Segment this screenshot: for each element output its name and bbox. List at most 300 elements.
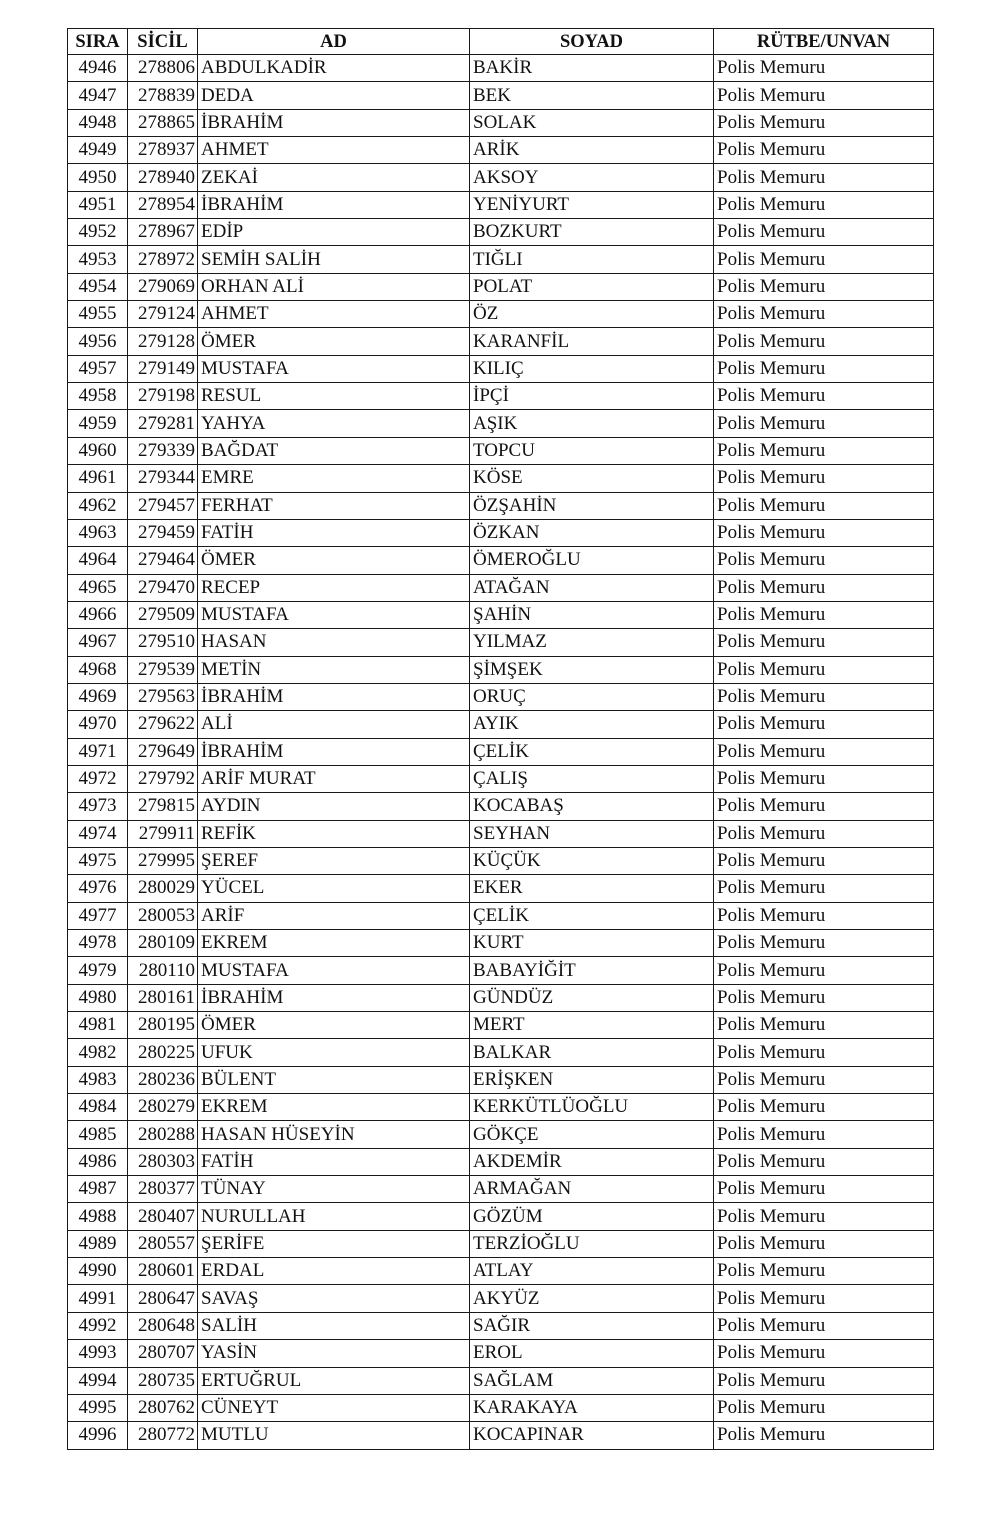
table-row (68, 1176, 934, 1203)
cell-sicil: 280109 (128, 930, 198, 957)
cell-soyad: TERZİOĞLU (470, 1230, 714, 1257)
cell-sicil: 280288 (128, 1121, 198, 1148)
cell-rutbe-unvan: Polis Memuru (714, 164, 934, 191)
cell-rutbe-unvan: Polis Memuru (714, 328, 934, 355)
table-header-row (68, 29, 934, 55)
cell-sicil: 279464 (128, 547, 198, 574)
cell-sira: 4966 (68, 601, 128, 628)
cell-soyad: KARANFİL (470, 328, 714, 355)
cell-soyad: KERKÜTLÜOĞLU (470, 1094, 714, 1121)
cell-sira: 4992 (68, 1312, 128, 1339)
table-row (68, 1258, 934, 1285)
cell-sicil: 278954 (128, 191, 198, 218)
cell-ad: HASAN HÜSEYİN (198, 1121, 470, 1148)
cell-sicil: 279995 (128, 847, 198, 874)
cell-ad: MUSTAFA (198, 601, 470, 628)
column-header-soyad: SOYAD (470, 29, 714, 55)
cell-ad: ÖMER (198, 547, 470, 574)
cell-sira: 4971 (68, 738, 128, 765)
cell-sicil: 278972 (128, 246, 198, 273)
table-row (68, 765, 934, 792)
cell-sira: 4961 (68, 465, 128, 492)
table-row (68, 437, 934, 464)
cell-rutbe-unvan: Polis Memuru (714, 574, 934, 601)
cell-sicil: 279911 (128, 820, 198, 847)
cell-sicil: 280557 (128, 1230, 198, 1257)
cell-ad: DEDA (198, 82, 470, 109)
cell-ad: ABDULKADİR (198, 55, 470, 82)
cell-sicil: 278937 (128, 137, 198, 164)
cell-ad: FATİH (198, 519, 470, 546)
cell-sicil: 279128 (128, 328, 198, 355)
cell-sira: 4947 (68, 82, 128, 109)
cell-ad: BÜLENT (198, 1066, 470, 1093)
cell-rutbe-unvan: Polis Memuru (714, 1121, 934, 1148)
cell-ad: EKREM (198, 930, 470, 957)
cell-sira: 4962 (68, 492, 128, 519)
cell-sira: 4946 (68, 55, 128, 82)
table-row (68, 984, 934, 1011)
cell-rutbe-unvan: Polis Memuru (714, 109, 934, 136)
cell-sira: 4957 (68, 355, 128, 382)
cell-sicil: 280647 (128, 1285, 198, 1312)
table-row (68, 273, 934, 300)
cell-ad: İBRAHİM (198, 109, 470, 136)
cell-sira: 4989 (68, 1230, 128, 1257)
table-row (68, 930, 934, 957)
cell-sicil: 280601 (128, 1258, 198, 1285)
cell-rutbe-unvan: Polis Memuru (714, 137, 934, 164)
cell-ad: SAVAŞ (198, 1285, 470, 1312)
cell-soyad: ARİK (470, 137, 714, 164)
table-row (68, 711, 934, 738)
cell-rutbe-unvan: Polis Memuru (714, 55, 934, 82)
cell-sira: 4968 (68, 656, 128, 683)
table-row (68, 1367, 934, 1394)
cell-ad: YAHYA (198, 410, 470, 437)
cell-sicil: 278865 (128, 109, 198, 136)
cell-sicil: 280029 (128, 875, 198, 902)
table-row (68, 1203, 934, 1230)
cell-soyad: YENİYURT (470, 191, 714, 218)
cell-rutbe-unvan: Polis Memuru (714, 738, 934, 765)
cell-sira: 4982 (68, 1039, 128, 1066)
cell-sira: 4980 (68, 984, 128, 1011)
table-row (68, 164, 934, 191)
cell-rutbe-unvan: Polis Memuru (714, 191, 934, 218)
cell-soyad: GÜNDÜZ (470, 984, 714, 1011)
cell-soyad: KOCABAŞ (470, 793, 714, 820)
cell-sicil: 280762 (128, 1394, 198, 1421)
table-row (68, 738, 934, 765)
cell-ad: MUTLU (198, 1422, 470, 1449)
cell-ad: RECEP (198, 574, 470, 601)
cell-sira: 4996 (68, 1422, 128, 1449)
cell-soyad: MERT (470, 1012, 714, 1039)
cell-sicil: 280161 (128, 984, 198, 1011)
table-row (68, 1039, 934, 1066)
cell-sira: 4995 (68, 1394, 128, 1421)
cell-soyad: EKER (470, 875, 714, 902)
table-row (68, 410, 934, 437)
cell-ad: İBRAHİM (198, 191, 470, 218)
table-row (68, 137, 934, 164)
cell-soyad: SAĞLAM (470, 1367, 714, 1394)
cell-sicil: 279815 (128, 793, 198, 820)
cell-sicil: 280772 (128, 1422, 198, 1449)
cell-ad: REFİK (198, 820, 470, 847)
cell-ad: NURULLAH (198, 1203, 470, 1230)
cell-ad: ŞEREF (198, 847, 470, 874)
table-row (68, 683, 934, 710)
cell-sira: 4954 (68, 273, 128, 300)
table-row (68, 1094, 934, 1121)
table-row (68, 793, 934, 820)
cell-sicil: 279069 (128, 273, 198, 300)
table-row (68, 465, 934, 492)
cell-rutbe-unvan: Polis Memuru (714, 1039, 934, 1066)
table-row (68, 1066, 934, 1093)
personnel-table (67, 28, 934, 1450)
table-row (68, 547, 934, 574)
cell-soyad: İPÇİ (470, 383, 714, 410)
cell-rutbe-unvan: Polis Memuru (714, 656, 934, 683)
cell-soyad: KARAKAYA (470, 1394, 714, 1421)
cell-sicil: 278940 (128, 164, 198, 191)
cell-soyad: ORUÇ (470, 683, 714, 710)
cell-soyad: ÖZKAN (470, 519, 714, 546)
table-row (68, 1012, 934, 1039)
cell-sira: 4979 (68, 957, 128, 984)
cell-ad: EDİP (198, 219, 470, 246)
cell-ad: MUSTAFA (198, 957, 470, 984)
cell-ad: FATİH (198, 1148, 470, 1175)
cell-rutbe-unvan: Polis Memuru (714, 765, 934, 792)
cell-rutbe-unvan: Polis Memuru (714, 437, 934, 464)
cell-sira: 4967 (68, 629, 128, 656)
table-row (68, 1285, 934, 1312)
cell-rutbe-unvan: Polis Memuru (714, 1230, 934, 1257)
personnel-list-sheet (67, 28, 933, 1450)
cell-sira: 4948 (68, 109, 128, 136)
cell-ad: MUSTAFA (198, 355, 470, 382)
cell-rutbe-unvan: Polis Memuru (714, 1203, 934, 1230)
cell-rutbe-unvan: Polis Memuru (714, 601, 934, 628)
cell-soyad: SAĞIR (470, 1312, 714, 1339)
cell-ad: İBRAHİM (198, 738, 470, 765)
cell-sicil: 278806 (128, 55, 198, 82)
cell-sicil: 280303 (128, 1148, 198, 1175)
cell-sira: 4956 (68, 328, 128, 355)
cell-soyad: SOLAK (470, 109, 714, 136)
cell-sicil: 280110 (128, 957, 198, 984)
cell-sicil: 279124 (128, 301, 198, 328)
cell-rutbe-unvan: Polis Memuru (714, 82, 934, 109)
cell-ad: RESUL (198, 383, 470, 410)
table-row (68, 109, 934, 136)
cell-ad: AYDIN (198, 793, 470, 820)
cell-soyad: AYIK (470, 711, 714, 738)
cell-sira: 4964 (68, 547, 128, 574)
cell-soyad: SEYHAN (470, 820, 714, 847)
table-row (68, 1148, 934, 1175)
cell-ad: ÖMER (198, 1012, 470, 1039)
table-row (68, 1312, 934, 1339)
cell-ad: YÜCEL (198, 875, 470, 902)
cell-rutbe-unvan: Polis Memuru (714, 492, 934, 519)
cell-sira: 4990 (68, 1258, 128, 1285)
cell-soyad: ATLAY (470, 1258, 714, 1285)
cell-rutbe-unvan: Polis Memuru (714, 519, 934, 546)
cell-ad: HASAN (198, 629, 470, 656)
cell-sira: 4960 (68, 437, 128, 464)
cell-rutbe-unvan: Polis Memuru (714, 1422, 934, 1449)
cell-rutbe-unvan: Polis Memuru (714, 1367, 934, 1394)
cell-soyad: ÖZ (470, 301, 714, 328)
cell-sira: 4991 (68, 1285, 128, 1312)
cell-sicil: 279792 (128, 765, 198, 792)
cell-soyad: KURT (470, 930, 714, 957)
cell-rutbe-unvan: Polis Memuru (714, 930, 934, 957)
cell-rutbe-unvan: Polis Memuru (714, 1312, 934, 1339)
cell-ad: ÖMER (198, 328, 470, 355)
cell-rutbe-unvan: Polis Memuru (714, 984, 934, 1011)
cell-ad: ERDAL (198, 1258, 470, 1285)
column-header-sicil: SİCİL (128, 29, 198, 55)
cell-soyad: KOCAPINAR (470, 1422, 714, 1449)
column-header-rutbe-unvan: RÜTBE/UNVAN (714, 29, 934, 55)
table-row (68, 355, 934, 382)
cell-soyad: AŞIK (470, 410, 714, 437)
cell-sira: 4974 (68, 820, 128, 847)
cell-soyad: ATAĞAN (470, 574, 714, 601)
cell-soyad: BALKAR (470, 1039, 714, 1066)
cell-soyad: ÖZŞAHİN (470, 492, 714, 519)
cell-rutbe-unvan: Polis Memuru (714, 683, 934, 710)
cell-rutbe-unvan: Polis Memuru (714, 410, 934, 437)
cell-rutbe-unvan: Polis Memuru (714, 1094, 934, 1121)
cell-sicil: 280648 (128, 1312, 198, 1339)
cell-soyad: AKYÜZ (470, 1285, 714, 1312)
table-row (68, 55, 934, 82)
table-row (68, 1121, 934, 1148)
cell-sira: 4952 (68, 219, 128, 246)
cell-soyad: AKDEMİR (470, 1148, 714, 1175)
cell-sira: 4976 (68, 875, 128, 902)
cell-sicil: 280407 (128, 1203, 198, 1230)
table-row (68, 574, 934, 601)
cell-rutbe-unvan: Polis Memuru (714, 875, 934, 902)
cell-ad: EMRE (198, 465, 470, 492)
cell-rutbe-unvan: Polis Memuru (714, 355, 934, 382)
table-row (68, 191, 934, 218)
cell-rutbe-unvan: Polis Memuru (714, 301, 934, 328)
cell-sira: 4955 (68, 301, 128, 328)
cell-sira: 4965 (68, 574, 128, 601)
cell-ad: CÜNEYT (198, 1394, 470, 1421)
cell-sira: 4958 (68, 383, 128, 410)
cell-rutbe-unvan: Polis Memuru (714, 219, 934, 246)
cell-sicil: 278839 (128, 82, 198, 109)
cell-sicil: 279539 (128, 656, 198, 683)
cell-ad: İBRAHİM (198, 984, 470, 1011)
cell-sira: 4963 (68, 519, 128, 546)
cell-rutbe-unvan: Polis Memuru (714, 1394, 934, 1421)
cell-soyad: AKSOY (470, 164, 714, 191)
cell-sira: 4988 (68, 1203, 128, 1230)
cell-sira: 4950 (68, 164, 128, 191)
table-row (68, 875, 934, 902)
cell-sicil: 279470 (128, 574, 198, 601)
table-row (68, 328, 934, 355)
column-header-ad: AD (198, 29, 470, 55)
table-row (68, 246, 934, 273)
cell-rutbe-unvan: Polis Memuru (714, 246, 934, 273)
table-row (68, 1230, 934, 1257)
cell-sicil: 279622 (128, 711, 198, 738)
cell-rutbe-unvan: Polis Memuru (714, 793, 934, 820)
cell-sira: 4969 (68, 683, 128, 710)
cell-sicil: 280225 (128, 1039, 198, 1066)
cell-ad: FERHAT (198, 492, 470, 519)
cell-soyad: POLAT (470, 273, 714, 300)
cell-rutbe-unvan: Polis Memuru (714, 1066, 934, 1093)
cell-sira: 4973 (68, 793, 128, 820)
cell-sicil: 280236 (128, 1066, 198, 1093)
cell-sicil: 279198 (128, 383, 198, 410)
cell-soyad: ŞAHİN (470, 601, 714, 628)
cell-soyad: BOZKURT (470, 219, 714, 246)
cell-sicil: 279563 (128, 683, 198, 710)
cell-sicil: 280195 (128, 1012, 198, 1039)
cell-ad: TÜNAY (198, 1176, 470, 1203)
table-body (68, 55, 934, 1450)
cell-ad: SEMİH SALİH (198, 246, 470, 273)
cell-rutbe-unvan: Polis Memuru (714, 465, 934, 492)
table-row (68, 1422, 934, 1449)
cell-sicil: 280279 (128, 1094, 198, 1121)
cell-ad: ARİF MURAT (198, 765, 470, 792)
table-row (68, 301, 934, 328)
cell-soyad: KÜÇÜK (470, 847, 714, 874)
cell-ad: AHMET (198, 137, 470, 164)
table-row (68, 219, 934, 246)
cell-rutbe-unvan: Polis Memuru (714, 1012, 934, 1039)
cell-sicil: 279510 (128, 629, 198, 656)
cell-rutbe-unvan: Polis Memuru (714, 1285, 934, 1312)
cell-ad: ZEKAİ (198, 164, 470, 191)
cell-soyad: EROL (470, 1340, 714, 1367)
cell-sira: 4987 (68, 1176, 128, 1203)
cell-sira: 4984 (68, 1094, 128, 1121)
cell-sicil: 279149 (128, 355, 198, 382)
cell-sira: 4985 (68, 1121, 128, 1148)
cell-ad: İBRAHİM (198, 683, 470, 710)
cell-soyad: GÖZÜM (470, 1203, 714, 1230)
table-row (68, 601, 934, 628)
cell-sira: 4970 (68, 711, 128, 738)
table-row (68, 629, 934, 656)
table-row (68, 902, 934, 929)
cell-rutbe-unvan: Polis Memuru (714, 547, 934, 574)
cell-soyad: KILIÇ (470, 355, 714, 382)
cell-ad: METİN (198, 656, 470, 683)
cell-soyad: GÖKÇE (470, 1121, 714, 1148)
table-row (68, 957, 934, 984)
cell-sicil: 279281 (128, 410, 198, 437)
table-row (68, 820, 934, 847)
cell-ad: ERTUĞRUL (198, 1367, 470, 1394)
cell-soyad: TOPCU (470, 437, 714, 464)
cell-ad: AHMET (198, 301, 470, 328)
cell-rutbe-unvan: Polis Memuru (714, 820, 934, 847)
cell-rutbe-unvan: Polis Memuru (714, 383, 934, 410)
cell-sira: 4975 (68, 847, 128, 874)
cell-soyad: YILMAZ (470, 629, 714, 656)
table-row (68, 1394, 934, 1421)
cell-soyad: BAKİR (470, 55, 714, 82)
cell-sira: 4993 (68, 1340, 128, 1367)
cell-ad: ALİ (198, 711, 470, 738)
table-row (68, 656, 934, 683)
cell-soyad: ÖMEROĞLU (470, 547, 714, 574)
column-header-sira: SIRA (68, 29, 128, 55)
cell-rutbe-unvan: Polis Memuru (714, 902, 934, 929)
cell-sira: 4959 (68, 410, 128, 437)
cell-sicil: 279344 (128, 465, 198, 492)
cell-sira: 4953 (68, 246, 128, 273)
cell-ad: ORHAN ALİ (198, 273, 470, 300)
cell-soyad: BABAYİĞİT (470, 957, 714, 984)
table-row (68, 383, 934, 410)
cell-ad: UFUK (198, 1039, 470, 1066)
cell-soyad: BEK (470, 82, 714, 109)
cell-ad: SALİH (198, 1312, 470, 1339)
cell-sicil: 279457 (128, 492, 198, 519)
cell-soyad: ARMAĞAN (470, 1176, 714, 1203)
cell-soyad: ERİŞKEN (470, 1066, 714, 1093)
cell-soyad: ÇALIŞ (470, 765, 714, 792)
cell-sicil: 280053 (128, 902, 198, 929)
table-row (68, 492, 934, 519)
cell-soyad: ÇELİK (470, 738, 714, 765)
cell-sira: 4972 (68, 765, 128, 792)
cell-sicil: 279509 (128, 601, 198, 628)
table-row (68, 847, 934, 874)
cell-ad: ŞERİFE (198, 1230, 470, 1257)
table-row (68, 519, 934, 546)
cell-sira: 4986 (68, 1148, 128, 1175)
cell-soyad: KÖSE (470, 465, 714, 492)
cell-sicil: 280707 (128, 1340, 198, 1367)
cell-rutbe-unvan: Polis Memuru (714, 711, 934, 738)
cell-rutbe-unvan: Polis Memuru (714, 1176, 934, 1203)
cell-sicil: 280735 (128, 1367, 198, 1394)
cell-rutbe-unvan: Polis Memuru (714, 1258, 934, 1285)
cell-sira: 4981 (68, 1012, 128, 1039)
table-row (68, 82, 934, 109)
cell-sira: 4951 (68, 191, 128, 218)
cell-soyad: ÇELİK (470, 902, 714, 929)
cell-sicil: 279649 (128, 738, 198, 765)
cell-sicil: 279459 (128, 519, 198, 546)
cell-ad: EKREM (198, 1094, 470, 1121)
cell-sira: 4977 (68, 902, 128, 929)
cell-sira: 4949 (68, 137, 128, 164)
cell-sira: 4978 (68, 930, 128, 957)
cell-sicil: 279339 (128, 437, 198, 464)
cell-sicil: 280377 (128, 1176, 198, 1203)
